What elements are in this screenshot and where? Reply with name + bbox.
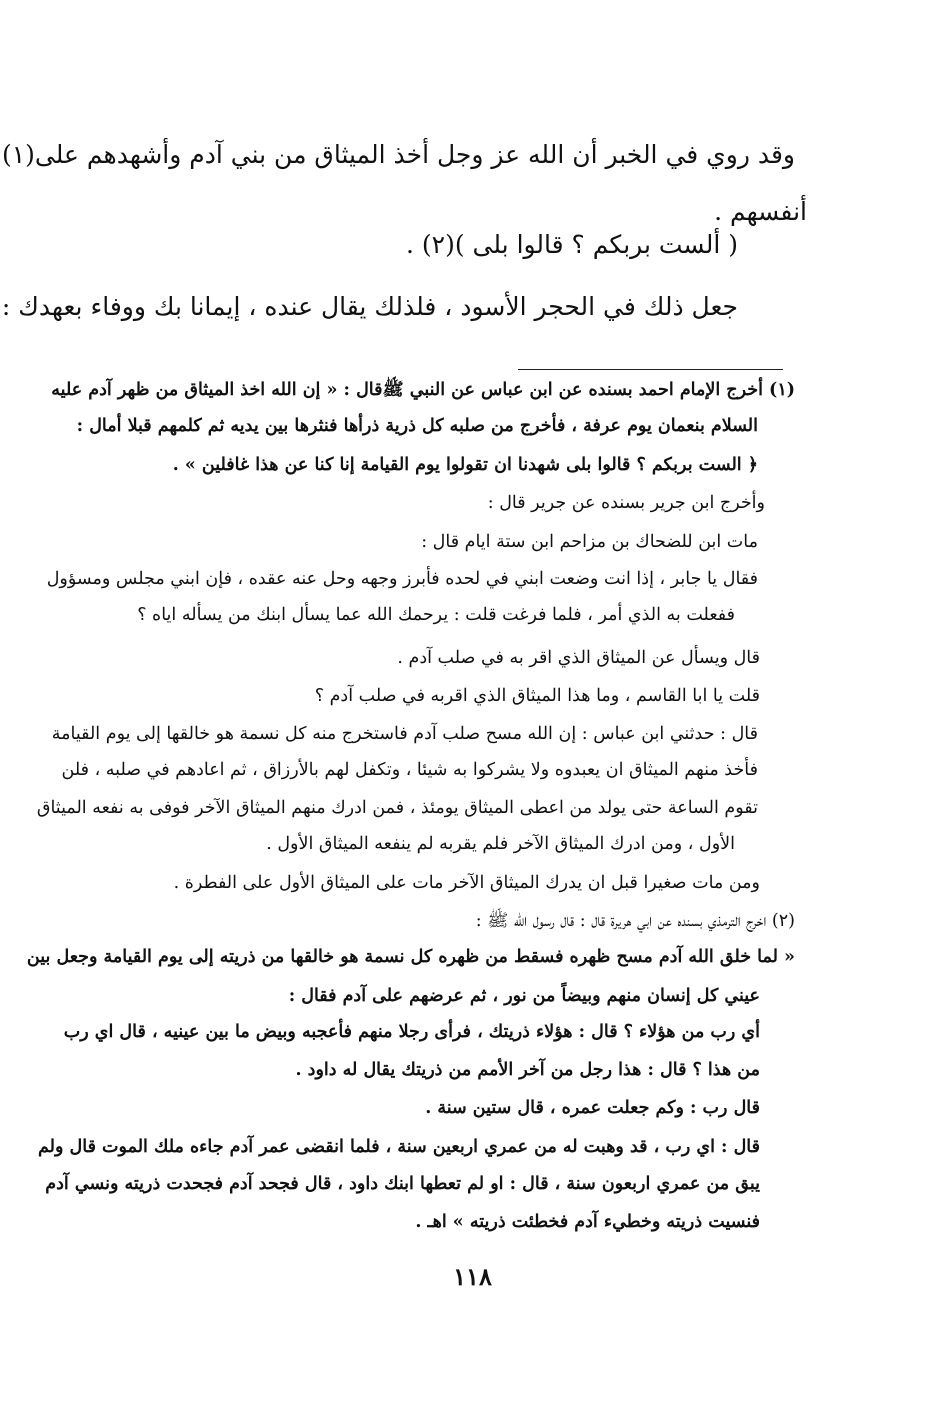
footnote-line: الأول ، ومن ادرك الميثاق الآخر فلم يقربه لم ينفعه الميثاق الأول . [266,834,735,854]
main-text-line-1: وقد روي في الخبر أن الله عز وجل أخذ الميثاق من بني آدم وأشهدهم على(١) [1,140,795,169]
main-text-line-4: جعل ذلك في الحجر الأسود ، فلذلك يقال عنده ، إيمانا بك ووفاء بعهدك : [1,292,738,321]
footnote-line: قال رب : وكم جعلت عمره ، قال ستين سنة . [425,1098,760,1118]
footnote-line: قال : اي رب ، قد وهبت له من عمري اربعين سنة ، فلما انقضى عمر آدم جاءه ملك الموت قال ولم [38,1137,760,1157]
footnote-line: عيني كل إنسان منهم وبيضاً من نور ، ثم عرضهم على آدم فقال : [288,986,760,1006]
footnote-line: فقال يا جابر ، إذا انت وضعت ابني في لحده فأبرز وجهه وحل عنه عقده ، فإن ابني مجلس ومسؤول [46,569,758,589]
page-number: ١١٨ [453,1262,492,1291]
footnote-line: السلام بنعمان يوم عرفة ، فأخرج من صلبه كل ذرية ذرأها فنثرها بين يديه ثم كلمهم قبلا أمال : [76,416,758,436]
footnote-line: تقوم الساعة حتى يولد من اعطى الميثاق يومئذ ، فمن ادرك منهم الميثاق الآخر فوفى به نفعه الميثاق [36,798,758,818]
footnote-line: يبق من عمري اربعون سنة ، قال : او لم تعطها ابنك داود ، قال فجحد آدم فجحدت ذريته ونسي آدم [45,1174,760,1194]
footnote-separator [518,369,783,370]
main-text-line-3: ( ألست بربكم ؟ قالوا بلى )(٢) . [406,230,738,259]
footnote-line: قال ويسأل عن الميثاق الذي اقر به في صلب آدم . [397,648,760,668]
footnote-line: ومن مات صغيرا قبل ان يدرك الميثاق الآخر مات على الميثاق الأول على الفطرة . [173,873,760,893]
footnote-line: « لما خلق الله آدم مسح ظهره فسقط من ظهره كل نسمة هو خالقها من ذريته إلى يوم القيامة وجعل بين [26,947,795,967]
footnote-line: (١) أخرج الإمام احمد بسنده عن ابن عباس عن النبي ﷺقال : « إن الله اخذ الميثاق من ظهر آدم عليه [51,380,795,400]
footnote-line: مات ابن للضحاك بن مزاحم ابن ستة ايام قال : [421,532,758,552]
footnote-line: فأخذ منهم الميثاق ان يعبدوه ولا يشركوا به شيئا ، وتكفل لهم بالأرزاق ، ثم اعادهم في صلبه ، فلن [61,760,758,780]
footnote-line: (٢) اخرج الترمذي بسنده عن ابي هريرة قال : قال رسول الله ﷺ : [475,911,795,931]
footnote-line: ﴿ الست بربكم ؟ قالوا بلى شهدنا ان تقولوا يوم القيامة إنا كنا عن هذا غافلين » . [172,455,758,475]
footnote-line: فنسيت ذريته وخطيء آدم فخطئت ذريته » اهـ . [415,1212,760,1232]
footnote-line: ففعلت به الذي أمر ، فلما فرغت قلت : يرحمك الله عما يسأل ابنك من يسأله اياه ؟ [137,605,735,625]
main-text-line-2: أنفسهم . [714,197,807,226]
footnote-line: من هذا ؟ قال : هذا رجل من آخر الأمم من ذريتك يقال له داود . [295,1060,760,1080]
footnote-line: قلت يا ابا القاسم ، وما هذا الميثاق الذي اقربه في صلب آدم ؟ [314,686,760,706]
footnote-line: قال : حدثني ابن عباس : إن الله مسح صلب آدم فاستخرج منه كل نسمة هو خالقها إلى يوم القيامة [51,724,758,744]
footnote-line: أي رب من هؤلاء ؟ قال : هؤلاء ذريتك ، فرأى رجلا منهم فأعجبه وبيض ما بين عينيه ، قال اي رب [63,1022,760,1042]
footnote-line: وأخرج ابن جرير بسنده عن جرير قال : [487,493,765,513]
